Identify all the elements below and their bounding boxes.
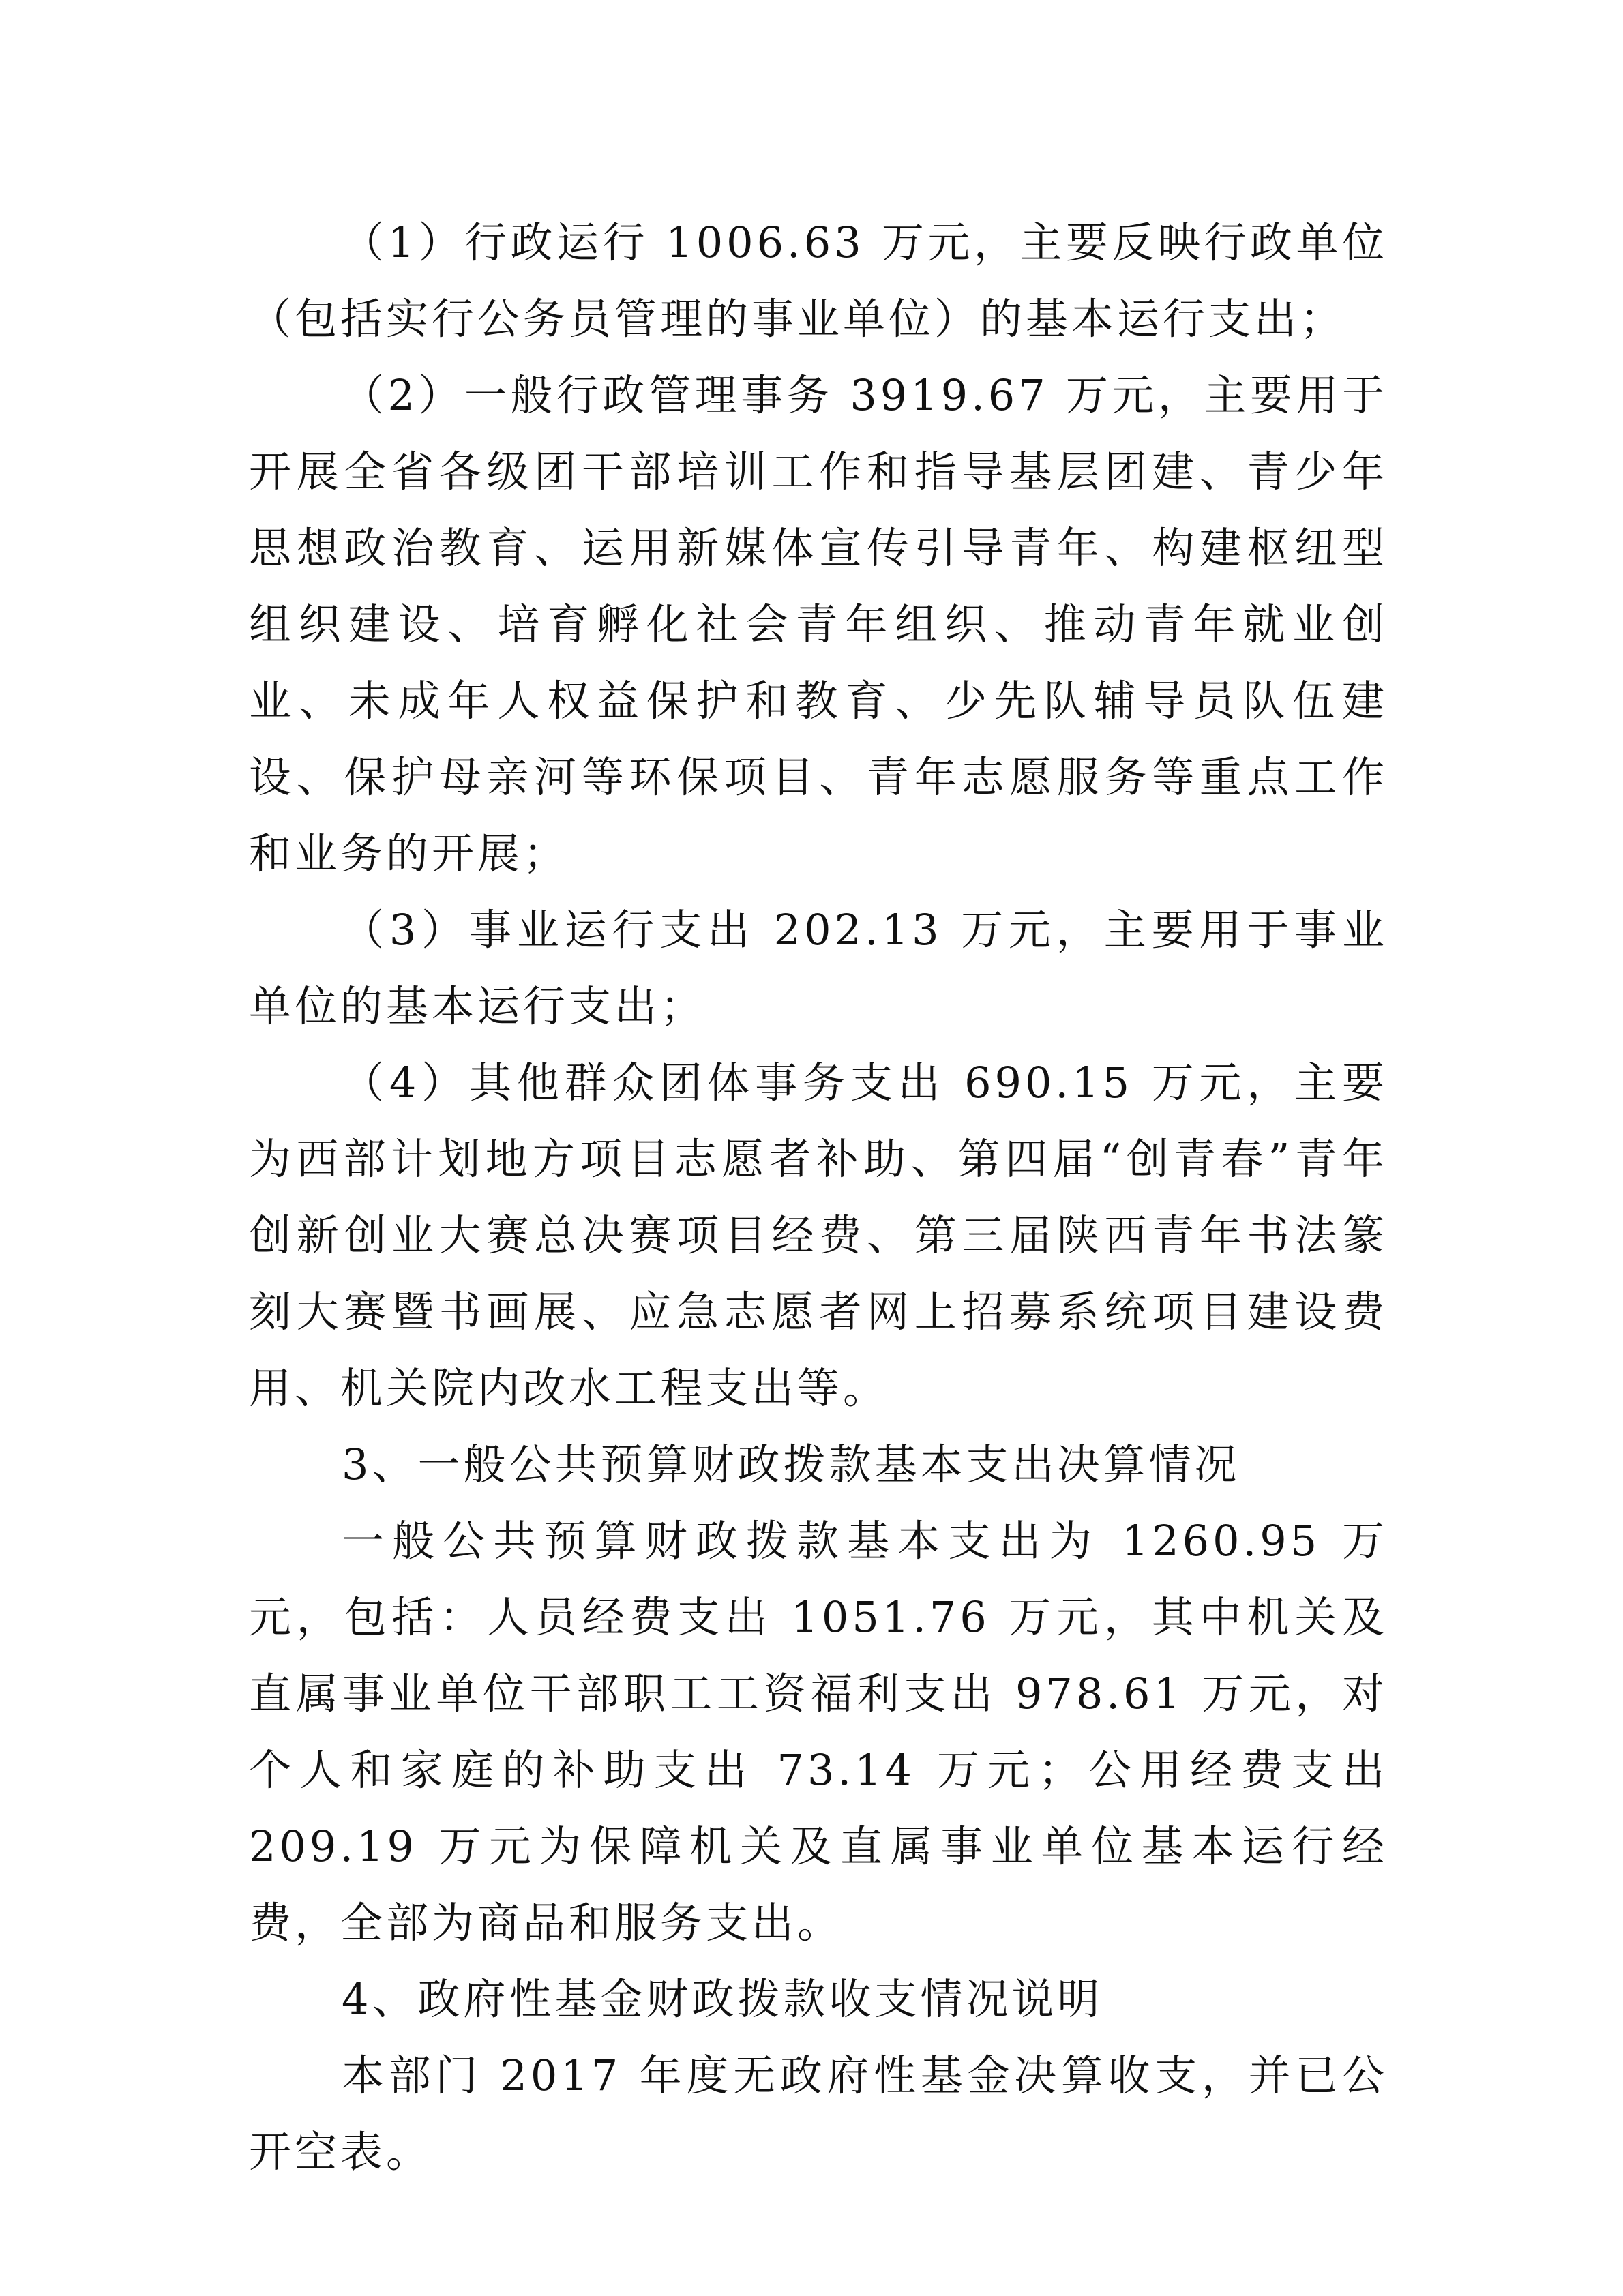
document-body	[249, 205, 1388, 2190]
paragraph-other-mass-organization-affairs: （4）其他群众团体事务支出 690.15 万元，主要为西部计划地方项目志愿者补助、第四届“创青春”青年创新创业大赛总决赛项目经费、第三届陕西青年书法篆刻大赛暨书画展、应急志愿者网上招募系统项目建设费用、机关院内改水工程支出等。	[249, 1058, 1388, 1413]
paragraph-institution-operation: （3）事业运行支出 202.13 万元，主要用于事业单位的基本运行支出；	[249, 905, 1388, 1031]
paragraph-administrative-operation: （1）行政运行 1006.63 万元，主要反映行政单位（包括实行公务员管理的事业单位）的基本运行支出；	[249, 218, 1388, 344]
section-heading-government-fund: 4、政府性基金财政拨款收支情况说明	[342, 1974, 1103, 2024]
paragraph-general-administrative-affairs: （2）一般行政管理事务 3919.67 万元，主要用于开展全省各级团干部培训工作和指导基层团建、青少年思想政治教育、运用新媒体宣传引导青年、构建枢纽型组织建设、培育孵化社会青年组织、推动青年就业创业、未成年人权益保护和教育、少先队辅导员队伍建设、保护母亲河等环保项目、青年志愿服务等重点工作和业务的开展；	[249, 370, 1388, 878]
section-heading-basic-expenditure: 3、一般公共预算财政拨款基本支出决算情况	[342, 1440, 1240, 1489]
paragraph-government-fund: 本部门 2017 年度无政府性基金决算收支，并已公开空表。	[249, 2051, 1388, 2177]
paragraph-basic-expenditure: 一般公共预算财政拨款基本支出为 1260.95 万元，包括：人员经费支出 1051.76 万元，其中机关及直属事业单位干部职工工资福利支出 978.61 万元，对个人和家庭的补助支出 73.14 万元；公用经费支出 209.19 万元为保障机关及直属事业单位基本运行经费，全部为商品和服务支出。	[249, 1516, 1388, 1948]
